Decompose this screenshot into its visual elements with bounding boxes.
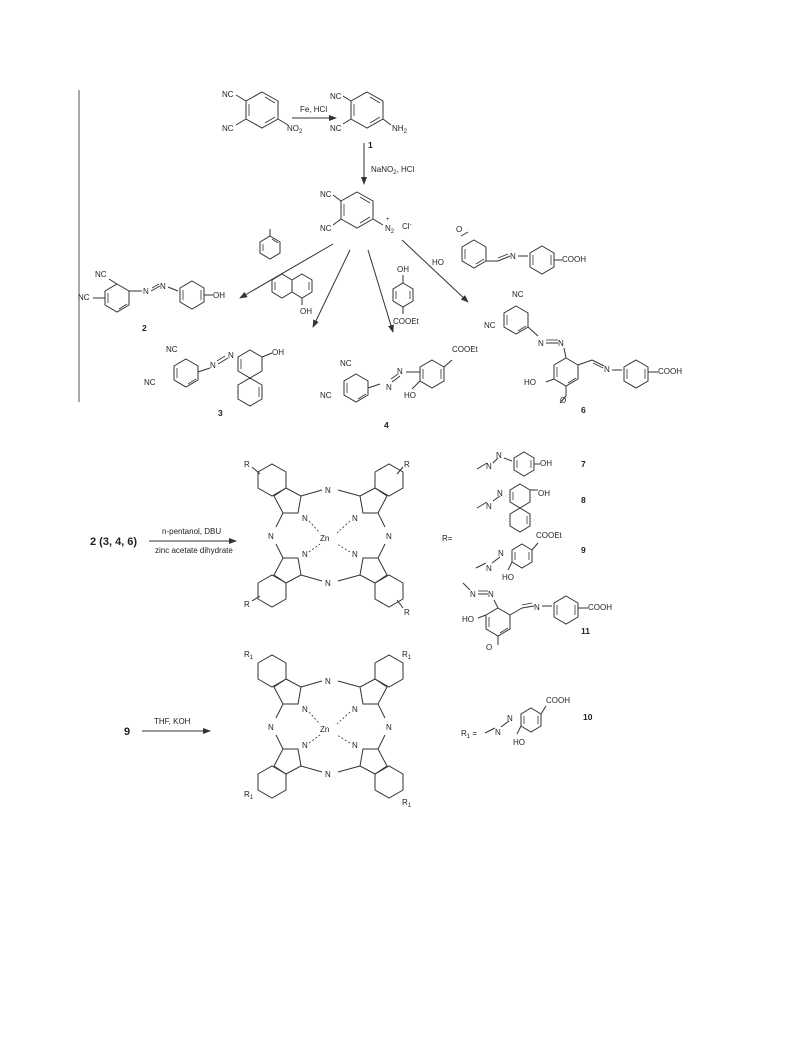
nc-label: NC (78, 293, 90, 302)
azo-n-label: N (498, 549, 504, 558)
compound-6-number: 6 (581, 405, 586, 415)
azo-n-label: N (507, 714, 513, 723)
zinc-label: Zn (320, 725, 330, 734)
azo-n-label: N (488, 590, 494, 599)
inner-n-label: N (302, 741, 308, 750)
nc-label: NC (166, 345, 178, 354)
compound-7-number: 7 (581, 459, 586, 469)
meso-n-label: N (325, 579, 331, 588)
compound-8-number: 8 (581, 495, 586, 505)
inner-n-label: N (352, 741, 358, 750)
compound-4-number: 4 (384, 420, 389, 430)
oh-label: OH (213, 291, 225, 300)
nc-label: NC (330, 124, 342, 133)
nc-label: NC (512, 290, 524, 299)
zinc-label: Zn (320, 534, 330, 543)
reagent-step4: THF, KOH (154, 717, 191, 726)
diazonium-label: $N_2$ (385, 224, 395, 235)
ho-label: HO (462, 615, 474, 624)
inner-n-label: N (302, 514, 308, 523)
zinc-phthalocyanine-r1 (244, 650, 412, 809)
substituent-9 (476, 531, 563, 582)
oh-label: OH (540, 459, 552, 468)
nc-label: NC (340, 359, 352, 368)
azo-n-label: N (470, 590, 476, 599)
naphthol-reagent (272, 274, 312, 316)
compound-6 (484, 290, 682, 405)
r-label: R (244, 460, 250, 469)
methoxy-label: O (486, 643, 493, 652)
inner-n-label: N (302, 705, 308, 714)
hydroxybenzoate-reagent (393, 265, 420, 326)
compound-10-number: 10 (583, 712, 593, 722)
cooh-label: COOH (658, 367, 682, 376)
compound-2-number: 2 (142, 323, 147, 333)
r1-definition-label: $R_1$ = (461, 729, 478, 740)
meso-n-label: N (386, 532, 392, 541)
meso-n-label: N (325, 486, 331, 495)
inner-n-label: N (302, 550, 308, 559)
ho-label: HO (432, 258, 444, 267)
meso-n-label: N (325, 770, 331, 779)
arrow-to-6 (402, 240, 468, 302)
substituent-11 (462, 583, 612, 652)
cooet-label: COOEt (393, 317, 419, 326)
r1-label: $R_1$ (402, 650, 412, 661)
substituent-10 (485, 696, 570, 747)
nc-label: NC (95, 270, 107, 279)
meso-n-label: N (268, 723, 274, 732)
substituent-8 (477, 484, 550, 532)
inner-n-label: N (352, 514, 358, 523)
nc-label: NC (144, 378, 156, 387)
azo-n-label: N (210, 361, 216, 370)
nitrophthalonitrile (222, 90, 303, 135)
phenol-reagent (260, 229, 280, 259)
ho-label: HO (513, 738, 525, 747)
r-label: R (404, 460, 410, 469)
azo-n-label: N (538, 339, 544, 348)
oh-label: OH (538, 489, 550, 498)
azo-n-label: N (486, 502, 492, 511)
compound-1-number: 1 (368, 140, 373, 150)
compound-11-number: 11 (581, 626, 590, 636)
nc-label: NC (320, 391, 332, 400)
r-definition-label: R= (442, 534, 453, 543)
reagent-step2: NaNO$_2$, HCl (371, 165, 415, 176)
diazonium-salt (320, 190, 412, 235)
arrow-to-4 (368, 250, 393, 332)
starting-compound-9-label: 9 (124, 726, 131, 738)
azo-n-label: N (228, 351, 234, 360)
reagent-step1: Fe, HCl (300, 105, 328, 114)
imine-n-label: N (510, 252, 516, 261)
cooh-label: COOH (588, 603, 612, 612)
cooet-label: COOEt (536, 531, 562, 540)
azo-n-label: N (486, 564, 492, 573)
arrow-to-3 (313, 250, 350, 327)
methoxy-label: O (560, 396, 567, 405)
imine-n-label: N (604, 365, 610, 374)
azo-n-label: N (386, 383, 392, 392)
starting-compounds-label: 2 (3, 4, 6) (90, 536, 138, 548)
chloride-label: Cl- (402, 222, 412, 231)
azo-n-label: N (143, 287, 149, 296)
compound-9-number: 9 (581, 545, 586, 555)
compound-1-amine (330, 92, 408, 135)
zinc-phthalocyanine-r (244, 460, 410, 617)
reagent-step3-bottom: zinc acetate dihydrate (155, 546, 233, 555)
plus-charge: + (386, 217, 390, 223)
nc-label: NC (222, 124, 234, 133)
imine-n-label: N (534, 603, 540, 612)
azo-n-label: N (160, 282, 166, 291)
cooh-label: COOH (546, 696, 570, 705)
azo-n-label: N (497, 489, 503, 498)
r-label: R (244, 600, 250, 609)
azo-n-label: N (558, 339, 564, 348)
arrow-to-2 (240, 244, 333, 298)
ho-label: HO (502, 573, 514, 582)
azo-n-label: N (397, 367, 403, 376)
substituent-7 (477, 451, 552, 476)
r1-label: $R_1$ (244, 790, 254, 801)
reagent-step3-top: n-pentanol, DBU (162, 527, 222, 536)
oh-label: OH (272, 348, 284, 357)
cooh-label: COOH (562, 255, 586, 264)
azo-n-label: N (486, 462, 492, 471)
ho-label: HO (524, 378, 536, 387)
oh-label: OH (397, 265, 409, 274)
compound-3-number: 3 (218, 408, 223, 418)
meso-n-label: N (268, 532, 274, 541)
oh-label: OH (300, 307, 312, 316)
nc-label: NC (330, 92, 342, 101)
methoxy-label: O (456, 225, 463, 234)
compound-4 (320, 345, 479, 402)
inner-n-label: N (352, 705, 358, 714)
azo-n-label: N (496, 451, 502, 460)
amine-label: $NH_2$ (392, 124, 407, 135)
meso-n-label: N (386, 723, 392, 732)
nc-label: NC (320, 224, 332, 233)
r1-label: $R_1$ (244, 650, 254, 661)
nc-label: NC (222, 90, 234, 99)
r1-label: $R_1$ (402, 798, 412, 809)
r-label: R (404, 608, 410, 617)
vanillin-imine-reagent (432, 225, 586, 274)
inner-n-label: N (352, 550, 358, 559)
compound-2 (78, 270, 225, 312)
ho-label: HO (404, 391, 416, 400)
nc-label: NC (320, 190, 332, 199)
azo-n-label: N (495, 728, 501, 737)
nitro-label: $NO_2$ (287, 124, 303, 135)
nc-label: NC (484, 321, 496, 330)
cooet-label: COOEt (452, 345, 478, 354)
compound-3 (144, 345, 284, 406)
meso-n-label: N (325, 677, 331, 686)
